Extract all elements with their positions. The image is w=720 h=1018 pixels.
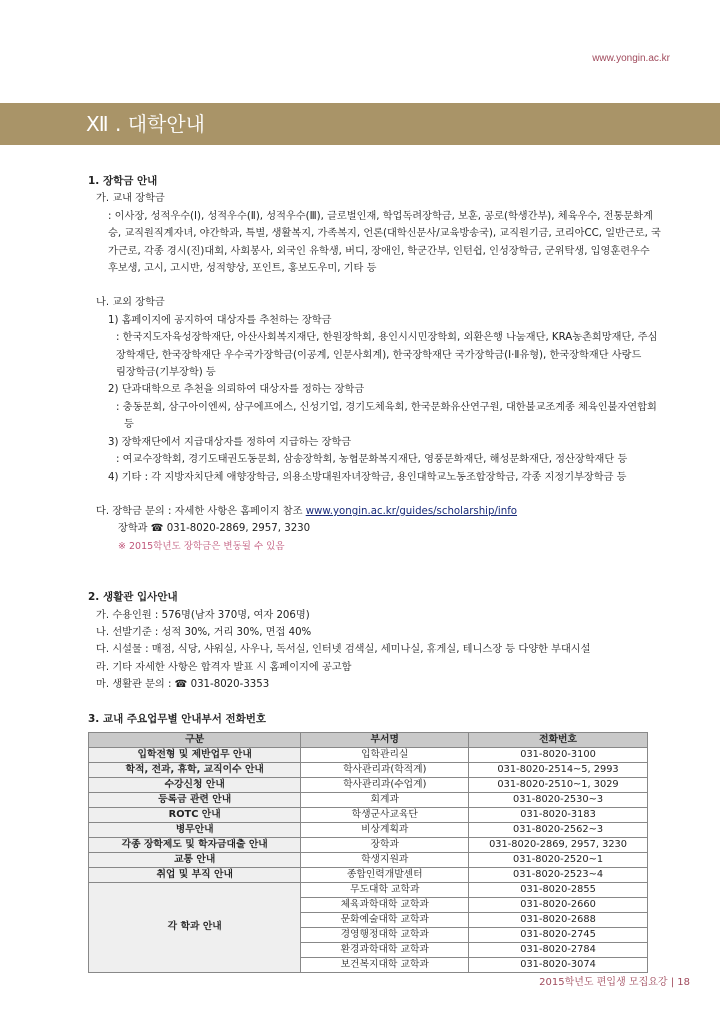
phone-cell: 031-8020-2688 <box>469 912 648 927</box>
phone-cell: 031-8020-2523~4 <box>469 867 648 882</box>
table-row <box>89 837 648 852</box>
department-cell: 학생군사교육단 <box>301 807 469 822</box>
scholarship-note: ※ 2015학년도 장학금은 변동될 수 있음 <box>118 540 285 552</box>
text-line: : 충동문회, 삼구아이엔씨, 삼구에프에스, 신성기업, 경기도체육회, 한국문화유산연구원, 대한불교조계종 체육인불자연합회 등 <box>116 401 657 431</box>
phone-cell: 031-8020-2562~3 <box>469 822 648 837</box>
col-header-phone: 전화번호 <box>469 732 648 747</box>
phone-cell: 031-8020-2510~1, 3029 <box>469 777 648 792</box>
text-line: : 한국지도자육성장학재단, 아산사회복지재단, 한원장학회, 용인시시민장학회, 외환은행 나눔재단, KRA농촌희망재단, 주심 <box>116 332 658 344</box>
site-url[interactable]: www.yongin.ac.kr <box>592 53 670 64</box>
section-dormitory-title: 2. 생활관 입사안내 <box>88 591 178 604</box>
department-cell: 비상계획과 <box>301 822 469 837</box>
section-contacts-title: 3. 교내 주요업무별 안내부서 전화번호 <box>88 712 267 725</box>
text-line: 림장학금(기부장학) 등 <box>116 367 216 379</box>
dormitory-info-line: 라. 기타 자세한 사항은 합격자 발표 시 홈페이지에 공고함 <box>96 661 352 673</box>
category-cell: 등록금 관련 안내 <box>89 792 301 807</box>
category-cell: 각종 장학제도 및 학자금대출 안내 <box>89 837 301 852</box>
department-cell: 보건복지대학 교학과 <box>301 957 469 972</box>
text-line: : 이사장, 성적우수(Ⅰ), 성적우수(Ⅱ), 성적우수(Ⅲ), 글로벌인재, 학업독려장학금, 보훈, 공로(학생간부), 체육우수, 전통문화계 <box>108 210 653 222</box>
dormitory-info-line: 가. 수용인원 : 576명(남자 370명, 여자 206명) <box>96 609 310 621</box>
table-row <box>89 792 648 807</box>
external-item-3-title: 3) 장학재단에서 지급대상자를 정하여 지급하는 장학금 <box>108 436 352 448</box>
table-row <box>89 882 648 897</box>
department-cell: 학생지원과 <box>301 852 469 867</box>
department-cell: 종합인력개발센터 <box>301 867 469 882</box>
chapter-banner <box>0 103 720 145</box>
category-cell: 수강신청 안내 <box>89 777 301 792</box>
department-cell: 경영행정대학 교학과 <box>301 927 469 942</box>
phone-cell: 031-8020-2530~3 <box>469 792 648 807</box>
department-cell: 장학과 <box>301 837 469 852</box>
table-row <box>89 747 648 762</box>
department-cell: 입학관리실 <box>301 747 469 762</box>
department-cell: 체육과학대학 교학과 <box>301 897 469 912</box>
category-cell: 취업 및 부직 안내 <box>89 867 301 882</box>
table-row <box>89 762 648 777</box>
scholarship-phone: 장학과 ☎ 031-8020-2869, 2957, 3230 <box>118 523 311 535</box>
section-scholarship-title: 1. 장학금 안내 <box>88 175 158 187</box>
scholarship-inquiry <box>88 503 668 520</box>
external-item-2-list <box>88 399 668 434</box>
external-item-1-list <box>88 329 668 381</box>
phone-cell: 031-8020-2660 <box>469 897 648 912</box>
department-cell: 환경과학대학 교학과 <box>301 942 469 957</box>
phone-cell: 031-8020-2520~1 <box>469 852 648 867</box>
text-line: 승, 교직원직계자녀, 야간학과, 특별, 생활복지, 가족복지, 언론(대학신문사/교육방송국), 교직원기금, 코리아CC, 일반근로, 국 <box>108 228 661 240</box>
contacts-table <box>88 732 648 973</box>
phone-cell: 031-8020-3074 <box>469 957 648 972</box>
table-row <box>89 807 648 822</box>
category-cell: 병무안내 <box>89 822 301 837</box>
table-row <box>89 822 648 837</box>
category-cell: 학적, 전과, 휴학, 교직이수 안내 <box>89 762 301 777</box>
department-cell: 회계과 <box>301 792 469 807</box>
dormitory-info-line: 마. 생활관 문의 : ☎ 031-8020-3353 <box>96 679 270 691</box>
inquiry-label: 다. 장학금 문의 : 자세한 사항은 홈페이지 참조 <box>96 505 306 517</box>
scholarship-link[interactable]: www.yongin.ac.kr/guides/scholarship/info <box>305 505 518 517</box>
category-cell-departments: 각 학과 안내 <box>89 882 301 972</box>
external-item-1-title: 1) 홈페이지에 공지하여 대상자를 추천하는 장학금 <box>108 314 332 326</box>
department-cell: 학사관리과(학적계) <box>301 762 469 777</box>
table-row <box>89 777 648 792</box>
table-header-row <box>89 732 648 747</box>
text-line: 후보생, 고시, 고시반, 성적향상, 포인트, 홍보도우미, 기타 등 <box>108 263 377 275</box>
department-cell: 무도대학 교학과 <box>301 882 469 897</box>
page-footer: 2015학년도 편입생 모집요강 | 18 <box>539 977 690 988</box>
department-cell: 문화예술대학 교학과 <box>301 912 469 927</box>
category-cell: 교통 안내 <box>89 852 301 867</box>
dormitory-info-line: 나. 선발기준 : 성적 30%, 거리 30%, 면접 40% <box>96 626 312 638</box>
internal-scholarship-list <box>88 208 668 278</box>
department-cell: 학사관리과(수업계) <box>301 777 469 792</box>
external-item-3-list <box>88 451 668 468</box>
text-line: 가근로, 각종 경시(진)대회, 사회봉사, 외국인 유학생, 버디, 장애인, 학군간부, 인턴쉽, 인성장학금, 군위탁생, 입영훈련우수 <box>108 245 650 257</box>
col-header-category: 구분 <box>89 732 301 747</box>
phone-cell: 031-8020-2514~5, 2993 <box>469 762 648 777</box>
phone-cell: 031-8020-2869, 2957, 3230 <box>469 837 648 852</box>
external-item-4: 4) 기타 : 각 지방자치단체 애향장학금, 의용소방대원자녀장학금, 용인대학교노동조합장학금, 각종 지정기부장학금 등 <box>108 471 627 483</box>
chapter-title: Ⅻ . 대학안내 <box>86 112 205 136</box>
category-cell: ROTC 안내 <box>89 807 301 822</box>
category-cell: 입학전형 및 제반업무 안내 <box>89 747 301 762</box>
text-line: : 여교수장학회, 경기도태권도동문회, 삼송장학회, 농협문화복지재단, 영풍문화재단, 해성문화재단, 정산장학재단 등 <box>116 454 628 466</box>
phone-cell: 031-8020-3100 <box>469 747 648 762</box>
table-row <box>89 852 648 867</box>
table-row <box>89 867 648 882</box>
page-content <box>88 173 668 973</box>
external-item-2-title: 2) 단과대학으로 추천을 의뢰하여 대상자를 정하는 장학금 <box>108 384 365 396</box>
internal-scholarship-title: 가. 교내 장학금 <box>96 193 165 205</box>
external-scholarship-title: 나. 교외 장학금 <box>96 297 165 309</box>
phone-cell: 031-8020-2855 <box>469 882 648 897</box>
col-header-department: 부서명 <box>301 732 469 747</box>
phone-cell: 031-8020-2784 <box>469 942 648 957</box>
phone-cell: 031-8020-2745 <box>469 927 648 942</box>
dormitory-info-line: 다. 시설물 : 매점, 식당, 샤워실, 사우나, 독서실, 인터넷 검색실, 세미나실, 휴게실, 테니스장 등 다양한 부대시설 <box>96 644 591 656</box>
phone-cell: 031-8020-3183 <box>469 807 648 822</box>
text-line: 장학재단, 한국장학재단 우수국가장학금(이공계, 인문사회계), 한국장학재단 국가장학금(Ⅰ·Ⅱ유형), 한국장학재단 사랑드 <box>116 349 642 361</box>
